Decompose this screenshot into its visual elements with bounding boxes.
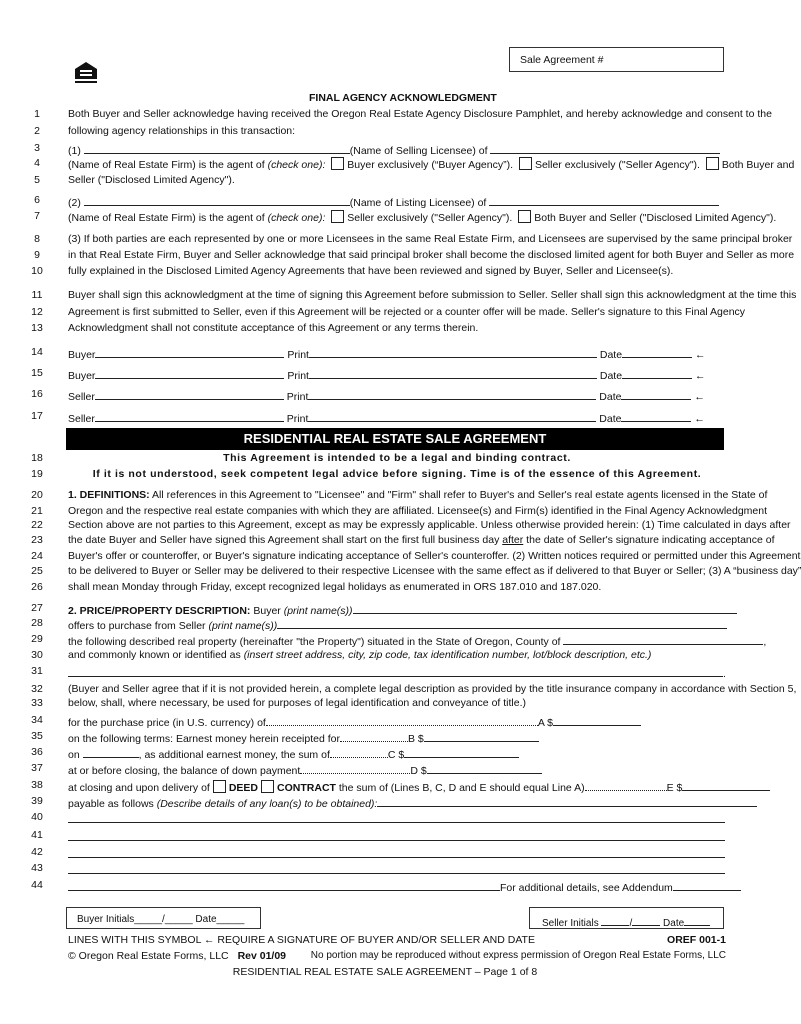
seller-label: Seller [68, 391, 95, 403]
buyer-agency-checkbox[interactable] [331, 157, 344, 170]
line-number: 33 [31, 697, 43, 709]
line-number: 42 [31, 846, 43, 858]
agreement-banner: RESIDENTIAL REAL ESTATE SALE AGREEMENT [66, 428, 724, 450]
symbol-note [68, 934, 535, 946]
price-line-36 [68, 746, 726, 761]
seller-signature-field[interactable] [95, 410, 284, 422]
signature-row-buyer-1 [68, 346, 726, 361]
line-number: 24 [31, 550, 43, 562]
price-line-33: below, shall, where necessary, be used for purposes of legal identification and conveyance of title.) [68, 697, 526, 709]
line-number: 29 [31, 633, 43, 645]
price-line-28 [68, 617, 726, 632]
left-arrow-icon: ← [694, 391, 705, 403]
buyer-date-field[interactable] [622, 346, 692, 358]
equal-housing-opportunity-icon [72, 58, 100, 86]
contract-checkbox[interactable] [261, 780, 274, 793]
line-number: 6 [34, 194, 40, 206]
line-number: 35 [31, 730, 43, 742]
copyright [68, 950, 286, 962]
buyer-label: Buyer [250, 605, 284, 617]
price-line-41 [68, 829, 726, 844]
line-number: 11 [31, 289, 43, 301]
ack-line-2: following agency relationships in this transaction: [68, 125, 296, 137]
page-footer: RESIDENTIAL REAL ESTATE SALE AGREEMENT – Page 1 of 8 [232, 966, 538, 978]
loan-details-field[interactable] [68, 829, 725, 841]
seller-exclusive-checkbox[interactable] [331, 210, 344, 223]
price-line-37 [68, 762, 726, 777]
ack-line-12: Agreement is first submitted to Seller, even if this Agreement will be rejected or a counter offer will be made. Seller's signature to this Final Agency [68, 306, 746, 318]
ack-line-8: (3) If both parties are each represented by one or more Licensees in the same Real Estate Firm, and Licensees are supervised by the same principal broker [68, 233, 793, 245]
contract-label: CONTRACT [277, 782, 336, 794]
print-label: Print [287, 349, 309, 361]
line-number: 21 [31, 505, 43, 517]
seller-print-field[interactable] [308, 388, 596, 400]
line-number: 39 [31, 795, 43, 807]
ack-line-4 [68, 157, 795, 171]
line-number: 40 [31, 811, 43, 823]
price-line-35 [68, 730, 726, 745]
line-a-label: A $ [537, 717, 554, 729]
buyer-agency-label: Buyer exclusively (“Buyer Agency”). [347, 159, 514, 171]
price-line-34 [68, 714, 726, 729]
line-c-label: C $ [387, 749, 405, 761]
price-line-43 [68, 862, 726, 877]
loan-details-field[interactable] [68, 862, 725, 874]
line-d-label: D $ [410, 765, 427, 777]
sale-agreement-label: Sale Agreement # [520, 54, 604, 66]
definitions-line-26: shall mean Monday through Friday, except recognized legal holidays as enumerated in ORS 187.010 and 187.020. [68, 581, 602, 593]
loan-details-field[interactable] [68, 879, 500, 891]
legal-advice-notice: If it is not understood, seek competent legal advice before signing. Time is of the essence of this Agreement. [92, 468, 702, 480]
seller-initials-box[interactable]: Seller Initials / Date [529, 907, 724, 929]
ack-line-7 [68, 210, 777, 224]
sum-label: the sum of (Lines B, C, D and E should equal Line A) [335, 782, 585, 794]
line-number: 36 [31, 746, 43, 758]
seller-names-field[interactable] [277, 617, 727, 629]
seller-date-field[interactable] [621, 388, 691, 400]
buyer-print-field[interactable] [309, 367, 597, 379]
form-code: OREF 001-1 [667, 934, 726, 946]
signature-row-seller-1 [68, 388, 726, 403]
line-number: 19 [31, 468, 43, 480]
buyer-initials-label: Buyer Initials_____/_____ Date_____ [77, 914, 245, 925]
additional-earnest-label: , as additional earnest money, the sum of [138, 749, 330, 761]
seller-initials-label: Seller Initials [542, 918, 599, 929]
seller-label: offers to purchase from Seller [68, 620, 209, 632]
listing-licensee-label: (Name of Listing Licensee) of [349, 197, 487, 209]
buyer-signature-field[interactable] [95, 346, 284, 358]
line-number: 9 [34, 249, 40, 261]
seller-label: Seller [68, 413, 95, 425]
check-one-label: (check one): [267, 159, 326, 171]
symbol-note-text: LINES WITH THIS SYMBOL [68, 934, 202, 946]
payable-label: payable as follows [68, 798, 157, 810]
item-number: (2) [68, 197, 81, 209]
seller-print-field[interactable] [308, 410, 596, 422]
definitions-text: All references in this Agreement to "Licensee" and "Firm" shall refer to Buyer's and Seller's real estate agents licensed in the State of [149, 489, 768, 501]
price-line-29: the following described real property (hereinafter "the Property") situated in the State of Oregon, County of , [68, 633, 726, 648]
print-label: Print [287, 370, 309, 382]
date-label: Date [599, 370, 623, 382]
print-label: Print [286, 391, 309, 403]
addendum-label: For additional details, see Addendum [500, 882, 673, 894]
line-number: 8 [34, 233, 40, 245]
ack-line-3 [68, 142, 726, 157]
line-number: 5 [34, 174, 40, 186]
down-payment-label: at or before closing, the balance of down payment [68, 765, 301, 777]
revision-text: Rev 01/09 [237, 950, 287, 962]
line-e-label: E $ [666, 782, 683, 794]
line-number: 7 [34, 210, 40, 222]
date-label: Date [599, 391, 622, 403]
buyer-date-field[interactable] [622, 367, 692, 379]
line-b-label: B $ [407, 733, 424, 745]
additional-earnest-field[interactable] [404, 746, 519, 758]
price-line-42 [68, 846, 726, 861]
deed-label: DEED [228, 782, 259, 794]
line-number: 38 [31, 779, 43, 791]
buyer-label: Buyer [68, 370, 96, 382]
print-names-hint: (print name(s)) [283, 605, 353, 617]
line-number: 41 [31, 829, 43, 841]
additional-earnest-date-field[interactable] [83, 746, 139, 758]
price-line-39 [68, 795, 726, 810]
buyer-signature-field[interactable] [95, 367, 284, 379]
addendum-field[interactable] [673, 879, 741, 891]
line-number: 2 [34, 125, 40, 137]
reproduction-notice: No portion may be reproduced without express permission of Oregon Real Estate Forms, LLC [310, 950, 726, 961]
line-number: 4 [34, 157, 40, 169]
balance-field[interactable] [682, 779, 770, 791]
price-heading: 2. PRICE/PROPERTY DESCRIPTION: [68, 605, 251, 617]
property-id-label: and commonly known or identified as [68, 649, 244, 661]
seller-date-field[interactable] [621, 410, 691, 422]
firm-agent-label: (Name of Real Estate Firm) is the agent of [68, 212, 265, 224]
property-id-hint: (insert street address, city, zip code, tax identification number, lot/block description, etc.) [243, 649, 652, 661]
line-number: 44 [31, 879, 43, 891]
binding-notice: This Agreement is intended to be a legal and binding contract. [223, 452, 571, 464]
selling-licensee-label: (Name of Selling Licensee) of [349, 145, 488, 157]
ack-line-11: Buyer shall sign this acknowledgment at the time of signing this Agreement before submission to Seller. Seller shall sign this acknowledgment at the time this [68, 289, 797, 301]
line-number: 25 [31, 565, 43, 577]
county-field[interactable] [563, 633, 763, 645]
purchase-price-label: for the purchase price (in U.S. currency) of [68, 717, 266, 729]
print-label: Print [286, 413, 309, 425]
loan-details-field[interactable] [377, 795, 757, 807]
definitions-line-24: Buyer's offer or counteroffer, or Buyer's signature indicating acceptance of Seller's counteroffer. (2) Written notices required or permitted under this Agreement [68, 550, 801, 562]
print-names-hint: (print name(s)) [208, 620, 278, 632]
loan-details-field[interactable] [68, 811, 725, 823]
seller-agency-checkbox[interactable] [519, 157, 532, 170]
closing-label: at closing and upon delivery of [68, 782, 210, 794]
definitions-heading: 1. DEFINITIONS: [68, 489, 150, 501]
buyer-label: Buyer [68, 349, 96, 361]
left-arrow-icon: ← [694, 413, 705, 425]
line-number: 20 [31, 489, 43, 501]
definitions-text: the date of Seller's signature indicating acceptance of [523, 534, 775, 546]
ack-line-1: Both Buyer and Seller acknowledge having received the Oregon Real Estate Agency Disclosure Pamphlet, and hereby acknowledge and consent to the [68, 108, 772, 120]
line-number: 18 [31, 452, 43, 464]
definitions-line-25: to be delivered to Buyer or Seller may be delivered to their respective Licensee with the same effect as if delivered to that Buyer or Seller; (3) A “business day” [68, 565, 801, 577]
buyer-names-field[interactable] [353, 602, 737, 614]
check-one-label: (check one): [267, 212, 326, 224]
line-number: 13 [31, 322, 43, 334]
county-label: the following described real property (hereinafter "the Property") situated in the State of Oregon, County of [68, 636, 561, 648]
definitions-line-22: Section above are not parties to this Agreement, except as may be expressly applicable. Unless otherwise provided herein: (1) Time calculated in days after [68, 519, 791, 531]
line-number: 12 [31, 306, 43, 318]
seller-agency-label: Seller exclusively ("Seller Agency"). [534, 159, 700, 171]
seller-signature-field[interactable] [95, 388, 284, 400]
line-number: 3 [34, 142, 40, 154]
price-line-44 [68, 879, 726, 894]
deed-checkbox[interactable] [213, 780, 226, 793]
loan-details-hint: (Describe details of any loan(s) to be obtained): [156, 798, 378, 810]
buyer-initials-box[interactable] [66, 907, 261, 929]
definitions-line-21: Oregon and the respective real estate companies with which they are affiliated. Licensee(s) and Firm(s) identified in the Final Agency Acknowledgment [68, 505, 768, 517]
line-number: 37 [31, 762, 43, 774]
purchase-price-field[interactable] [553, 714, 641, 726]
ack-line-6 [68, 194, 726, 209]
definitions-line-20 [68, 489, 768, 501]
price-line-27 [68, 602, 726, 617]
selling-firm-field[interactable] [490, 142, 720, 154]
buyer-print-field[interactable] [309, 346, 597, 358]
price-line-38 [68, 779, 726, 794]
line-number: 1 [34, 108, 40, 120]
line-number: 15 [31, 367, 43, 379]
copyright-text: © Oregon Real Estate Forms, LLC [68, 950, 229, 962]
line-number: 32 [31, 683, 43, 695]
earnest-money-label: on the following terms: Earnest money herein receipted for [68, 733, 340, 745]
seller-exclusive-label: Seller exclusively ("Seller Agency"). [347, 212, 513, 224]
left-arrow-icon: ← [694, 349, 706, 361]
price-line-32: (Buyer and Seller agree that if it is not provided herein, a complete legal description as provided by the title insurance company in accordance with Section 5, [68, 683, 797, 695]
after-emphasis: after [502, 534, 524, 546]
listing-licensee-field[interactable] [84, 194, 350, 206]
listing-firm-field[interactable] [489, 194, 719, 206]
on-label: on [68, 749, 80, 761]
line-number: 16 [31, 388, 43, 400]
ack-line-9: in that Real Estate Firm, Buyer and Seller acknowledge that said principal broker shall become the disclosed limited agent for both Buyer and Seller as more [68, 249, 795, 261]
line-number: 26 [31, 581, 43, 593]
loan-details-field[interactable] [68, 846, 725, 858]
signature-row-buyer-2 [68, 367, 726, 382]
date-label: Date [599, 349, 623, 361]
line-number: 27 [31, 602, 43, 614]
line-number: 28 [31, 617, 43, 629]
line-number: 31 [31, 665, 43, 677]
line-number: 23 [31, 534, 43, 546]
earnest-money-field[interactable] [424, 730, 539, 742]
line-number: 34 [31, 714, 43, 726]
down-payment-field[interactable] [427, 762, 542, 774]
both-buyer-seller-label: Both Buyer and Seller ("Disclosed Limited Agency"). [534, 212, 777, 224]
seller-initials-date-label: Date [663, 918, 685, 929]
price-line-30 [68, 649, 726, 661]
ack-line-13: Acknowledgment shall not constitute acceptance of this Agreement or any terms therein. [68, 322, 479, 334]
line-number: 17 [31, 410, 43, 422]
definitions-line-23 [68, 534, 775, 546]
price-line-31: . [68, 665, 726, 680]
line-number: 14 [31, 346, 43, 358]
symbol-note-text: REQUIRE A SIGNATURE OF BUYER AND/OR SELLER AND DATE [217, 934, 535, 946]
left-arrow-icon: ← [694, 370, 706, 382]
both-agency-checkbox[interactable] [706, 157, 719, 170]
page-title: FINAL AGENCY ACKNOWLEDGMENT [309, 92, 497, 104]
ack-line-5: Seller ("Disclosed Limited Agency"). [68, 174, 235, 186]
date-label: Date [599, 413, 622, 425]
definitions-text: the date Buyer and Seller have signed this Agreement shall start on the first full business day [68, 534, 503, 546]
price-line-40 [68, 811, 726, 826]
ack-line-10: fully explained in the Disclosed Limited Agency Agreements that have been reviewed and signed by Buyer, Seller and Licensee(s). [68, 265, 674, 277]
line-number: 22 [31, 519, 43, 531]
both-buyer-seller-checkbox[interactable] [518, 210, 531, 223]
both-agency-label: Both Buyer and [721, 159, 795, 171]
signature-row-seller-2 [68, 410, 726, 425]
line-number: 30 [31, 649, 43, 661]
item-number: (1) [68, 145, 81, 157]
property-address-field[interactable] [68, 665, 723, 677]
line-number: 10 [31, 265, 43, 277]
left-arrow-icon: ← [203, 934, 215, 946]
selling-licensee-field[interactable] [84, 142, 350, 154]
line-number: 43 [31, 862, 43, 874]
sale-agreement-number-field[interactable] [509, 47, 724, 72]
firm-agent-label: (Name of Real Estate Firm) is the agent of [68, 159, 265, 171]
